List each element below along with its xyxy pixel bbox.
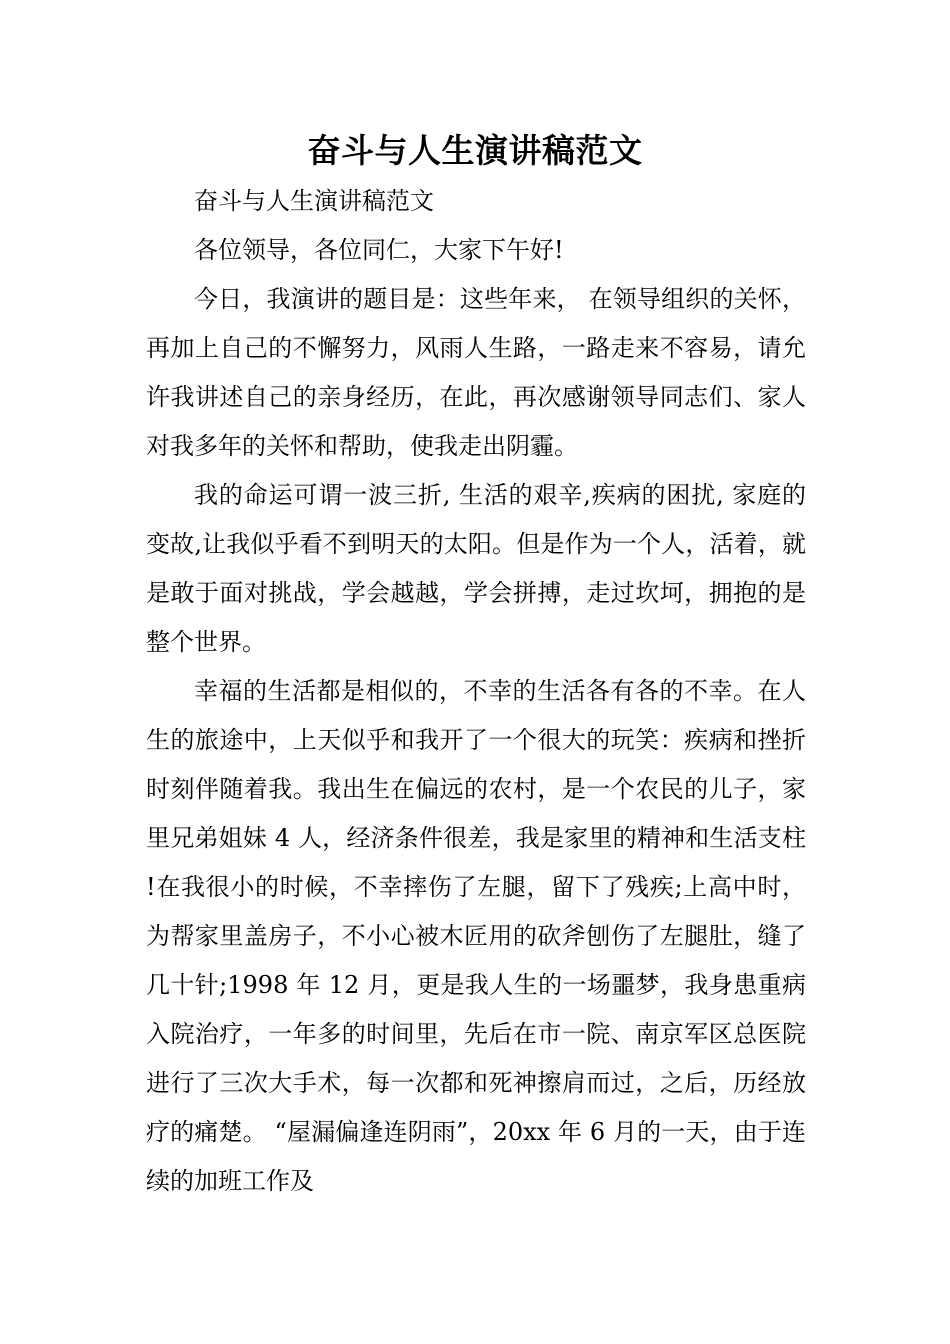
paragraph-subtitle: 奋斗与人生演讲稿范文 (194, 187, 434, 215)
paragraph-greeting: 各位领导，各位同仁，大家下午好! (194, 236, 564, 264)
document-body (146, 177, 806, 1206)
paragraph-hardship: 幸福的生活都是相似的，不幸的生活各有各的不幸。在人生的旅途中，上天似乎和我开了一个很大的玩笑：疾病和挫折时刻伴随着我。我出生在偏远的农村，是一个农民的儿子，家里兄弟姐妹 4 人，经济条件很差，我是家里的精神和生活支柱 !在我很小的时候，不幸摔伤了左腿，留下了残疾;上高中时，为帮家里盖房子，不小心被木匠用的砍斧刨伤了左腿肚，缝了几十针;1998 年 12 月，更是我人生的一场噩梦，我身患重病入院治疗，一年多的时间里，先后在市一院、南京军区总医院进行了三次大手术，每一次都和死神擦肩而过，之后，历经放疗的痛楚。 “屋漏偏逢连阴雨”，20xx 年 6 月的一天，由于连续的加班工作及 (146, 677, 806, 1195)
paragraph-fate: 我的命运可谓一波三折, 生活的艰辛,疾病的困扰, 家庭的变故,让我似乎看不到明天的太阳。但是作为一个人，活着，就是敢于面对挑战，学会越越，学会拼搏，走过坎坷，拥抱的是整个世界。 (146, 481, 806, 656)
paragraph-topic: 今日，我演讲的题目是：这些年来， 在领导组织的关怀，再加上自己的不懈努力，风雨人生路，一路走来不容易，请允许我讲述自己的亲身经历，在此，再次感谢领导同志们、家人对我多年的关怀和帮助，使我走出阴霾。 (146, 285, 806, 460)
document-title: 奋斗与人生演讲稿范文 (307, 131, 643, 170)
